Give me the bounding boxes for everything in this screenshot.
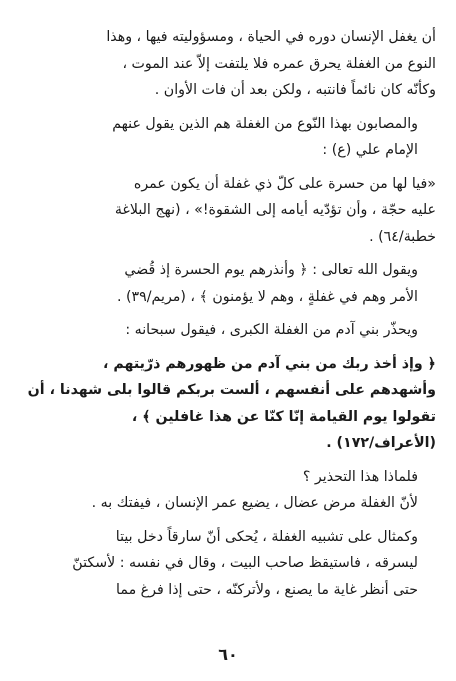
text-line: أن يغفل الإنسان دوره في الحياة ، ومسؤوليته فيها ، وهذا (106, 29, 436, 45)
text-line: ويقول الله تعالى : ﴿ وأنذرهم يوم الحسرة إذ قُضي (124, 262, 418, 278)
paragraph-7 (24, 464, 436, 517)
text-line: الأمر وهم في غفلةٍ ، وهم لا يؤمنون ﴾ ، (مريم/٣٩) . (116, 288, 418, 305)
text-line: حتى أنظر غاية ما يصنع ، ولأتركنّه ، حتى إذا فرغ مما (116, 581, 418, 598)
paragraph-verse-araf (24, 351, 436, 457)
paragraph-2 (24, 111, 436, 164)
text-line: فلماذا هذا التحذير ؟ (302, 468, 418, 485)
text-line: والمصابون بهذا النّوع من الغفلة هم الذين يقول عنهم (112, 115, 418, 132)
text-line: عليه حجّة ، وأن تؤدّيه أيامه إلى الشقوة!» ، (نهج البلاغة (114, 202, 436, 218)
text-line: تقولوا يوم القيامة إنّا كنّا عن هذا غافلين ﴾ ، (131, 408, 436, 425)
text-line: وكمثال على تشبيه الغفلة ، يُحكى أنّ سارقاً دخل بيتا (115, 528, 418, 545)
text-line: النوع من الغفلة يحرق عمره فلا يلتفت إلاّ عند الموت ، (122, 55, 436, 72)
text-line: «فيا لها من حسرة على كلّ ذي غفلة أن يكون عمره (133, 175, 436, 192)
text-line: ليسرقه ، فاستيقظ صاحب البيت ، وقال في نفسه : لأسكتنّ (72, 555, 418, 571)
paragraph-8 (24, 524, 436, 604)
page-body (24, 24, 436, 681)
text-line: لأنّ الغفلة مرض عضال ، يضيع عمر الإنسان ، فيفتك به . (91, 495, 418, 511)
paragraph-quote-nahj (24, 171, 436, 251)
text-line: (الأعراف/١٧٢) . (326, 435, 436, 451)
text-line: ﴿ وإذ أخذ ربك من بني آدم من ظهورهم ذرّيتهم ، (103, 355, 436, 372)
paragraph-1 (24, 24, 436, 104)
text-line: وأشهدهم على أنفسهم ، ألست بربكم قالوا بلى شهدنا ، أن (27, 382, 436, 398)
text-line: ويحذّر بني آدم من الغفلة الكبرى ، فيقول سبحانه : (125, 322, 418, 338)
paragraph-verse-maryam (24, 257, 436, 310)
page-number: ٦٠ (218, 645, 238, 664)
text-line: وكأنّه كان نائماً فانتبه ، ولكن بعد أن فات الأوان . (154, 82, 436, 98)
text-line: خطبة/٦٤) . (369, 228, 436, 245)
text-line: الإمام علي (ع) : (322, 142, 418, 158)
paragraph-5 (24, 317, 436, 344)
